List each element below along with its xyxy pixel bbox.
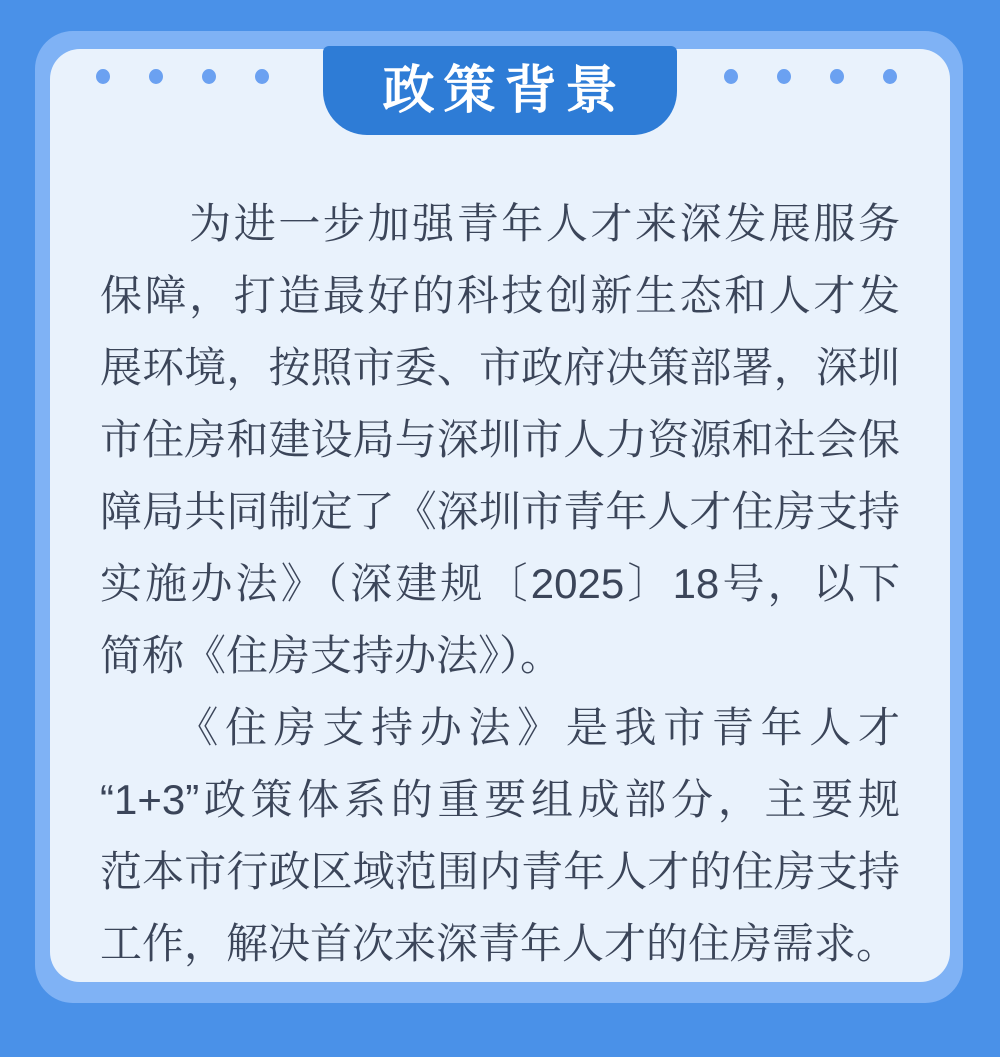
body-line-p1-5: 障局共同制定了《深圳市青年人才住房支持 <box>100 488 900 535</box>
section-title: 政策背景 <box>382 61 627 120</box>
body-line-p1-7: 简称《住房支持办法》）。 <box>100 632 563 679</box>
dot-icon <box>96 69 110 84</box>
body-line-p2-2: “1+3”政策体系的重要组成部分，主要规 <box>100 776 900 823</box>
body-line-p1-3: 展环境，按照市委、市政府决策部署，深圳 <box>100 344 900 391</box>
body-line-p1-4: 市住房和建设局与深圳市人力资源和社会保 <box>100 416 900 463</box>
dot-icon <box>830 69 844 84</box>
body-line-p2-3: 范本市行政区域范围内青年人才的住房支持 <box>100 848 900 895</box>
dot-icon <box>149 69 163 84</box>
body-line-p2-4: 工作，解决首次来深青年人才的住房需求。 <box>100 920 899 967</box>
dot-icon <box>202 69 216 84</box>
dot-icon <box>255 69 269 84</box>
dot-icon <box>777 69 791 84</box>
body-text <box>100 188 900 980</box>
dot-icon <box>883 69 897 84</box>
decorative-dots-left <box>96 69 269 84</box>
dot-icon <box>724 69 738 84</box>
body-line-p1-2: 保障，打造最好的科技创新生态和人才发 <box>100 272 900 319</box>
section-header-badge <box>323 46 677 135</box>
decorative-dots-right <box>724 69 897 84</box>
body-line-p1-6: 实施办法》（深建规〔2025〕18号，以下 <box>100 560 900 607</box>
body-line-p2-1: 《住房支持办法》是我市青年人才 <box>100 704 900 751</box>
body-line-p1-1: 为进一步加强青年人才来深发展服务 <box>100 200 900 247</box>
